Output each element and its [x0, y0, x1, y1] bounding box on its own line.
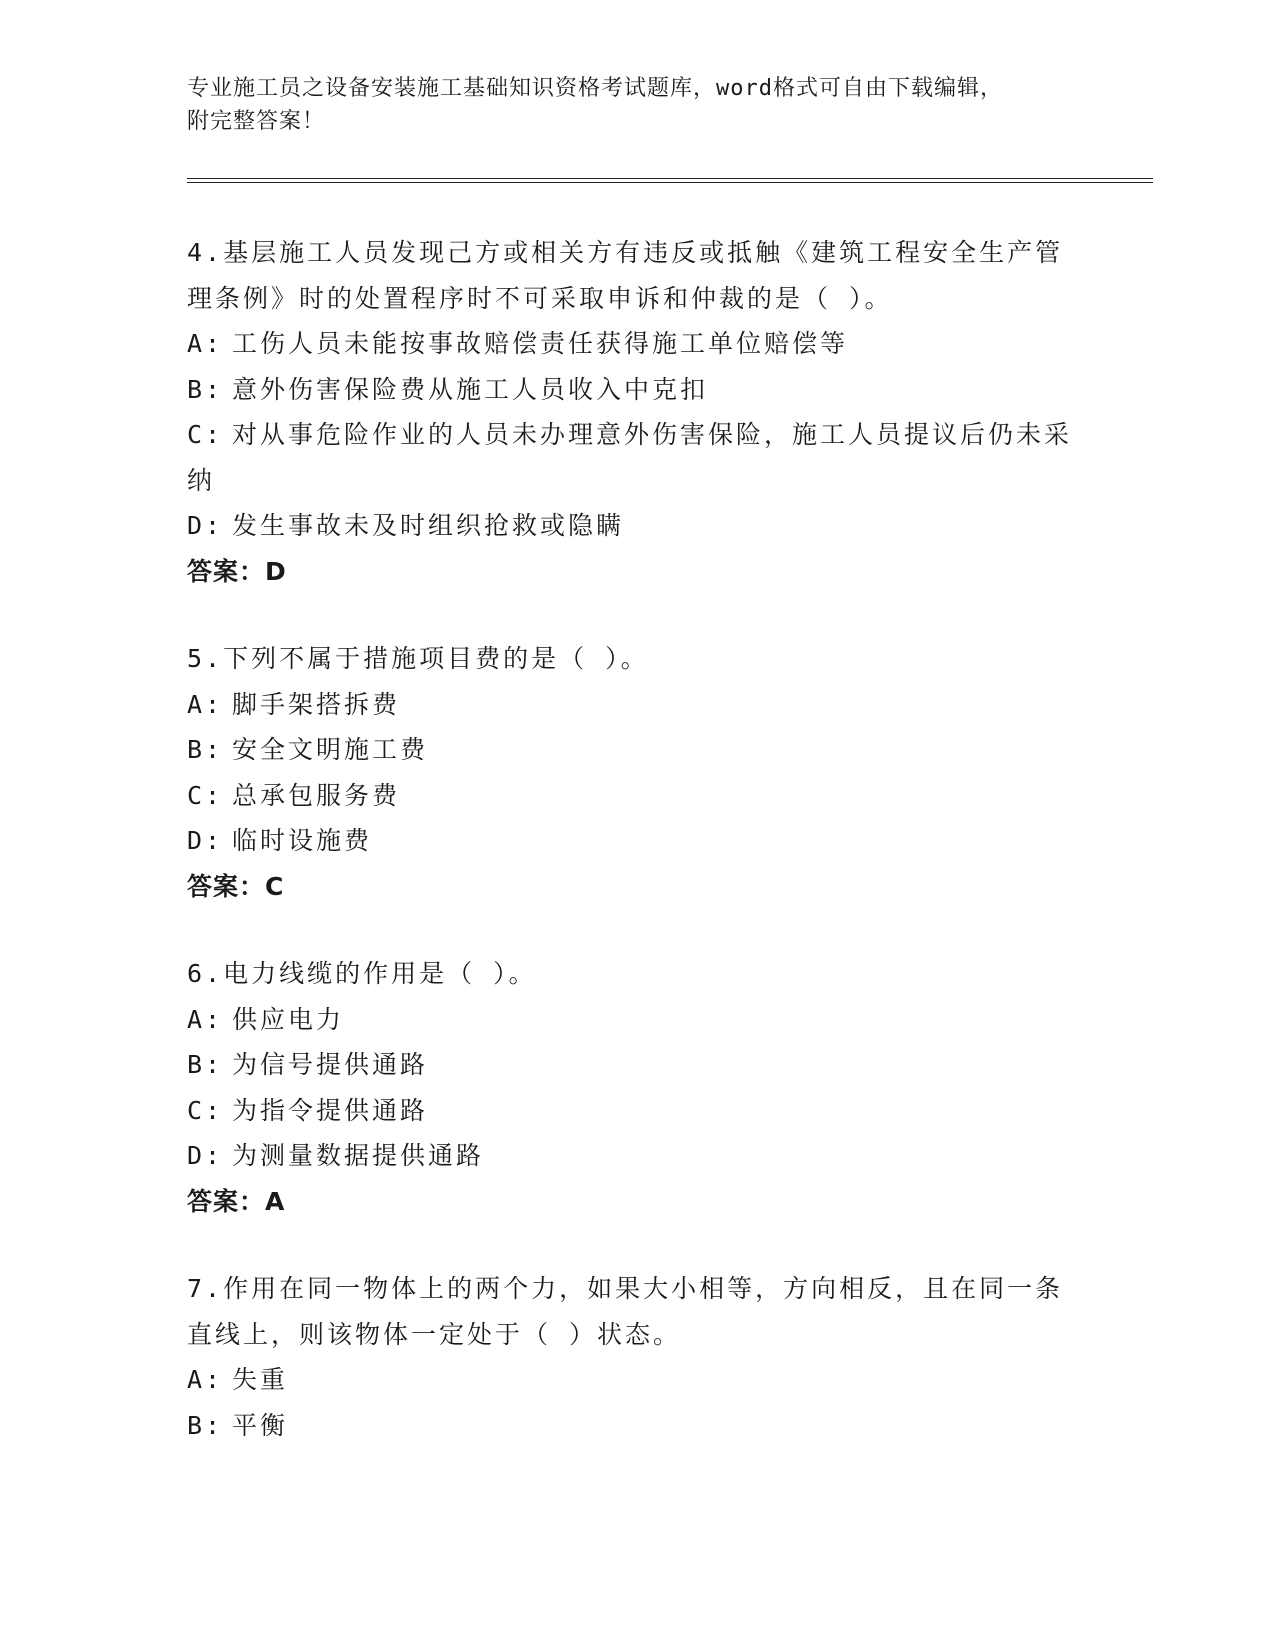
question-7: [187, 1266, 1087, 1448]
option-letter: B:: [187, 1410, 224, 1440]
option-text: 失重: [232, 1365, 289, 1394]
option-letter: C:: [187, 780, 224, 810]
option-letter: C:: [187, 1095, 224, 1125]
option-b: [187, 727, 1087, 773]
option-a: [187, 1357, 1087, 1403]
option-text: 为指令提供通路: [232, 1095, 429, 1125]
option-c: [187, 1088, 1087, 1134]
option-letter: C:: [187, 420, 224, 449]
option-text: 供应电力: [232, 1004, 345, 1034]
option-c: [187, 412, 1087, 503]
option-a: [187, 682, 1087, 728]
option-text: 工伤人员未能按事故赔偿责任获得施工单位赔偿等: [232, 329, 849, 358]
option-a: [187, 321, 1087, 367]
option-letter: D:: [187, 511, 224, 540]
question-4: [187, 230, 1087, 594]
option-text: 安全文明施工费: [232, 735, 429, 764]
option-b: [187, 1403, 1087, 1449]
option-letter: A:: [187, 1004, 224, 1034]
question-stem: 6.电力线缆的作用是（ ）。: [187, 959, 537, 988]
question-6: [187, 951, 1087, 1224]
question-stem: 5.下列不属于措施项目费的是（ ）。: [187, 644, 649, 673]
option-text: 临时设施费: [232, 826, 373, 855]
option-b: [187, 367, 1087, 413]
option-text: 为测量数据提供通路: [232, 1141, 485, 1170]
question-stem: 7.作用在同一物体上的两个力，如果大小相等，方向相反，且在同一条直线上，则该物体一定处于（ ）状态。: [187, 1274, 1064, 1349]
option-letter: A:: [187, 329, 224, 358]
header-line-1: 专业施工员之设备安装施工基础知识资格考试题库，word格式可自由下载编辑，: [187, 76, 1003, 101]
answer-line: 答案：A: [187, 1186, 286, 1216]
option-text: 为信号提供通路: [232, 1050, 429, 1079]
option-letter: A:: [187, 1365, 224, 1394]
option-letter: A:: [187, 689, 224, 719]
option-text: 脚手架搭拆费: [232, 689, 401, 719]
question-stem: 4.基层施工人员发现己方或相关方有违反或抵触《建筑工程安全生产管理条例》时的处置程序时不可采取申诉和仲裁的是（ ）。: [187, 238, 1064, 313]
option-letter: B:: [187, 735, 224, 764]
option-d: [187, 503, 1087, 549]
option-b: [187, 1042, 1087, 1088]
question-list: [187, 230, 1087, 1490]
option-c: [187, 773, 1087, 819]
option-letter: D:: [187, 826, 224, 855]
answer-line: 答案：C: [187, 871, 285, 901]
option-d: [187, 1133, 1087, 1179]
option-letter: B:: [187, 374, 224, 404]
option-a: [187, 997, 1087, 1043]
option-text: 意外伤害保险费从施工人员收入中克扣: [232, 374, 709, 404]
answer-line: 答案：D: [187, 556, 287, 586]
option-letter: B:: [187, 1050, 224, 1079]
option-text: 总承包服务费: [232, 780, 401, 810]
option-d: [187, 818, 1087, 864]
option-text: 发生事故未及时组织抢救或隐瞒: [232, 511, 625, 540]
question-5: [187, 636, 1087, 909]
option-text: 对从事危险作业的人员未办理意外伤害保险，施工人员提议后仍未采纳: [187, 420, 1073, 495]
option-letter: D:: [187, 1141, 224, 1170]
option-text: 平衡: [232, 1410, 289, 1440]
header-line-2: 附完整答案！: [187, 109, 326, 134]
header-divider: [187, 178, 1153, 183]
document-header: [187, 72, 1077, 138]
